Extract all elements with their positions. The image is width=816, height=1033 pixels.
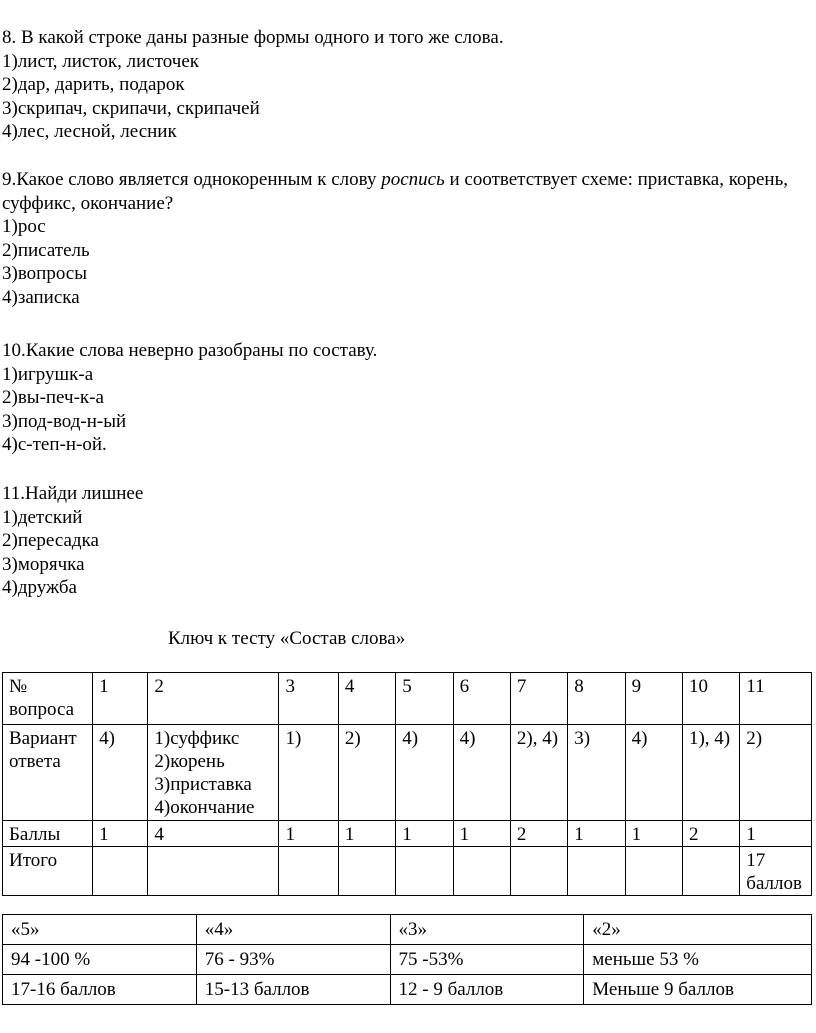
table-cell xyxy=(396,847,453,896)
question-title: 8. В какой строке даны разные формы одного и того же слова. xyxy=(2,27,504,48)
title-text: 9.Какое слово является однокоренным к слову xyxy=(2,169,382,190)
table-cell: 1 xyxy=(93,821,148,847)
table-cell: 4) xyxy=(396,725,453,821)
answer-option: 4)лес, лесной, лесник xyxy=(2,121,177,142)
table-cell: 4 xyxy=(338,673,395,725)
table-row xyxy=(3,975,812,1005)
answer-option: 4)дружба xyxy=(2,577,77,598)
table-cell: 1 xyxy=(279,821,338,847)
table-cell: «2» xyxy=(584,915,812,945)
table-cell xyxy=(93,847,148,896)
table-cell: 2 xyxy=(510,821,567,847)
table-cell: 3) xyxy=(568,725,625,821)
question-9 xyxy=(2,168,812,309)
table-cell xyxy=(625,847,682,896)
table-cell: 1 xyxy=(568,821,625,847)
table-cell: 2) xyxy=(338,725,395,821)
table-cell: Итого xyxy=(3,847,93,896)
question-10 xyxy=(2,339,377,457)
table-cell: Меньше 9 баллов xyxy=(584,975,812,1005)
table-cell: 6 xyxy=(453,673,510,725)
table-cell: 1 xyxy=(338,821,395,847)
table-row xyxy=(3,821,812,847)
table-cell xyxy=(148,847,279,896)
table-row xyxy=(3,673,812,725)
table-cell: 2 xyxy=(682,821,739,847)
table-cell: 1 xyxy=(740,821,812,847)
table-cell xyxy=(338,847,395,896)
answer-key-title: Ключ к тесту «Состав слова» xyxy=(168,628,406,649)
table-cell: 4 xyxy=(148,821,279,847)
table-row xyxy=(3,915,812,945)
table-cell: «5» xyxy=(3,915,197,945)
table-cell: 5 xyxy=(396,673,453,725)
answer-key-table xyxy=(2,672,812,896)
table-cell: 94 -100 % xyxy=(3,945,197,975)
answer-option: 1)рос xyxy=(2,216,46,237)
table-cell: 1)суффикс 2)корень 3)приставка 4)окончание xyxy=(148,725,279,821)
table-cell xyxy=(568,847,625,896)
table-cell: 8 xyxy=(568,673,625,725)
table-cell: Вариант ответа xyxy=(3,725,93,821)
table-cell: 1 xyxy=(625,821,682,847)
table-cell: 1), 4) xyxy=(682,725,739,821)
table-cell: 1 xyxy=(396,821,453,847)
answer-option: 2)писатель xyxy=(2,239,90,261)
answer-option: 4)записка xyxy=(2,286,80,308)
table-cell: 17-16 баллов xyxy=(3,975,197,1005)
table-cell xyxy=(453,847,510,896)
table-cell: 15-13 баллов xyxy=(196,975,390,1005)
table-cell: 4) xyxy=(453,725,510,821)
answer-option: 2)вы-печ-к-а xyxy=(2,387,104,408)
table-cell: 2), 4) xyxy=(510,725,567,821)
answer-option: 3)под-вод-н-ый xyxy=(2,410,127,432)
grading-table xyxy=(2,914,812,1005)
answer-option: 3)морячка xyxy=(2,553,85,575)
answer-option: 3)вопросы xyxy=(2,263,88,284)
table-cell: 76 - 93% xyxy=(196,945,390,975)
answer-option: 1)игрушк-а xyxy=(2,363,94,385)
answer-option: 4)с-теп-н-ой. xyxy=(2,434,107,455)
table-cell xyxy=(510,847,567,896)
title-text: и соответствует схеме: приставка, корень, суффикс, окончание? xyxy=(2,169,788,214)
table-cell: 1 xyxy=(93,673,148,725)
question-8 xyxy=(2,26,504,144)
table-row xyxy=(3,725,812,821)
table-cell: 75 -53% xyxy=(390,945,584,975)
answer-option: 1)лист, листок, листочек xyxy=(2,50,200,72)
table-cell: 3 xyxy=(279,673,338,725)
table-cell: 2 xyxy=(148,673,279,725)
answer-option: 2)пересадка xyxy=(2,530,99,551)
answer-option: 2)дар, дарить, подарок xyxy=(2,74,185,95)
table-cell: 1 xyxy=(453,821,510,847)
table-cell xyxy=(682,847,739,896)
table-cell: 4) xyxy=(93,725,148,821)
question-title xyxy=(2,168,812,215)
table-cell: 1) xyxy=(279,725,338,821)
table-row xyxy=(3,945,812,975)
table-cell: 7 xyxy=(510,673,567,725)
table-cell: № вопроса xyxy=(3,673,93,725)
question-title: 10.Какие слова неверно разобраны по составу. xyxy=(2,340,378,361)
table-cell xyxy=(279,847,338,896)
answer-option: 3)скрипач, скрипачи, скрипачей xyxy=(2,97,260,119)
table-cell: «3» xyxy=(390,915,584,945)
table-cell: меньше 53 % xyxy=(584,945,812,975)
table-cell: 4) xyxy=(625,725,682,821)
table-cell: 12 - 9 баллов xyxy=(390,975,584,1005)
question-title: 11.Найди лишнее xyxy=(2,483,144,504)
table-cell: 2) xyxy=(740,725,812,821)
title-keyword: роспись xyxy=(381,169,445,190)
table-row xyxy=(3,847,812,896)
answer-option: 1)детский xyxy=(2,506,83,528)
question-11 xyxy=(2,482,143,600)
table-cell: 9 xyxy=(625,673,682,725)
table-cell: «4» xyxy=(196,915,390,945)
table-cell: 11 xyxy=(740,673,812,725)
table-cell: 17 баллов xyxy=(740,847,812,896)
table-cell: Баллы xyxy=(3,821,93,847)
table-cell: 10 xyxy=(682,673,739,725)
